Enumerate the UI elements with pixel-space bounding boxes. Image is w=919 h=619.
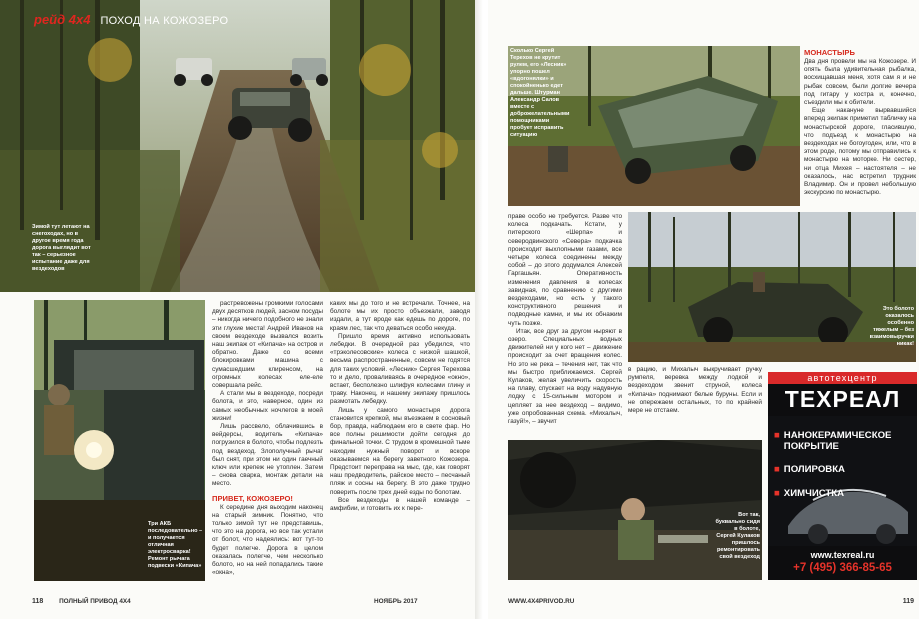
magazine-name: ПОЛНЫЙ ПРИВОД 4Х4: [59, 598, 131, 605]
folio-right: [508, 598, 918, 605]
paragraph: растревожены громкими голосами двух десятков людей, засном посуды – никогда ничего подобного не знали эти глухие места! Андрей Иванов на своем вездеходе вызвался возить наш экипаж от «Кипача» на остров и обратно. Даже со всеми блокировками машина с сумасшедшим клиренсом, на огромных колесах еле-еле совершала рейс.: [212, 300, 323, 390]
ad-website[interactable]: www.texreal.ru: [810, 550, 875, 560]
folio-left: [32, 598, 472, 605]
caption-winter: Зимой тут летают на снегоходах, но в другое время года дорога выглядит вот так – серьезное испытание даже для вездеходов: [32, 224, 91, 272]
photo-convoy: [0, 0, 475, 292]
paragraph: Лишь у самого монастыря дорога становится крепкой, мы въезжаем в сосновый бор, правда, наблюдаем его в свете фар. Но все полны решимости дойти сегодня до финальной точки. С трудом в кромешной тьме находим нужный поворот и вскоре оказываемся на берегу заветного Кожозера. Предстоит переправа на мыс, где, как говорят наш предводитель, райское место – песчаный пляж и сосны на берегу. В это даже трудно поверить после трех дней езды по болотам.: [330, 406, 470, 496]
subhead-forward: ПРИВЕТ, КОЖОЗЕРО!: [212, 493, 293, 503]
column-c: [508, 213, 622, 438]
paragraph: А стали мы в вездеходе, посреди болота, и это, наверное, один из самых необычных ночлегов в моей жизни!: [212, 390, 323, 422]
ad-item-label: НАНОКЕРАМИЧЕСКОЕ ПОКРЫТИЕ: [783, 430, 892, 452]
page-gutter: [475, 0, 488, 619]
column-d: [804, 48, 916, 208]
paragraph: Все вездеходы в нашей команде – амфибии, и готовить их к пере-: [330, 496, 470, 513]
paragraph: Лишь рассвело, облачившись в вейдерсы, водитель «Кипача» погрузился в болото, чтобы подлезть под вездеход. Злополучный рычаг был снят, при этом ни один гаечный ключ или крепеж не утоплен. Затем – снова сварка, монтаж детали на место.: [212, 423, 323, 488]
paragraph: Два дня провели мы на Кожозере. И опять была удивительная рыбалка, восхищавшая меня, хотя сам я и не рыбак совсем, были долгие вечера под гитару у костра и, конечно, съездили мы к обители.: [804, 58, 916, 107]
paragraph: каких мы до того и не встречали. Точнее, на болоте мы их просто объезжали, заводя издали, а тут вроде как едешь по дороге, по краям лес, так что деваться особо некуда.: [330, 300, 470, 332]
rubric-title: ПОХОД НА КОЖОЗЕРО: [100, 15, 229, 27]
ad-top-label: автотехцентр: [768, 372, 917, 384]
photo-rolling: [508, 46, 800, 206]
paragraph: в рацию, и Михалыч выкручивает ручку румпеля, веревка между лодкой и вездеходом звенит струной, колеса «Кипача» поднимают белые буруны. Если и не опережаем остальных, то по крайней мере не отстаем.: [628, 366, 762, 415]
advertisement-texreal[interactable]: [768, 372, 917, 580]
column-a: [212, 300, 323, 585]
issue-date: НОЯБРЬ 2017: [374, 598, 418, 605]
paragraph: Пришло время активно использовать лебедки. В очередной раз убедился, что «трэколесовские» колеса с низкой шашкой, весьма распространенные, совсем не годятся для таких условий. «Лесник» Сергея Терехова то и дело, проваливаясь в очередное «окно», встает, бесполезно шлифуя колесами глину и траву. Наконец, и нашему экипажу пришлось размотать лебедку.: [330, 332, 470, 406]
right-page: [488, 0, 919, 619]
caption-repair: Вот так, буквально сидя в болоте, Сергей Кулаков пришлось ремонтировать свой вездеход: [715, 512, 760, 560]
column-e: [628, 366, 762, 436]
photo-repair: [508, 440, 762, 580]
ad-item-coating: [774, 430, 917, 452]
ad-brand: ТЕХРЕАЛ: [784, 386, 901, 412]
ad-bullet-icon: ■: [774, 488, 780, 499]
paragraph: праве особо не требуется. Разве что колеса подкачать. Кстати, у питерского «Шерпа» и северодвинского «Севера» подкачка происходит выхлопными газами, все четыре колеса соединены между собой – до этого додумался Алексей Гаргашьян. Оперативность изменения давления в колесах завидная, по сравнению с другими вездеходами, но есть у такого конструктивного решения и подводные камни, и мы их обнажим чуть позже.: [508, 213, 622, 327]
page-number-right: 119: [902, 598, 914, 605]
paragraph: Итак, все друг за другом ныряют в озеро. Специальных водных движителей ни у кого нет – движение происходит за счет вращения колес. Но это не река – течения нет, так что мы быстро приближаемся. Сергей Кулаков, желая увеличить скорость на плаву, спускает на воду надувную лодку с 15-сильным мотором и цепляет за нее вездеход – видимо, уже опробованная схема. «Михалыч, газуй!», – звучит: [508, 327, 622, 426]
subhead-monastery: МОНАСТЫРЬ: [804, 48, 855, 57]
paragraph: Еще накануне вырвавшийся вперед экипаж приметил табличку на монастырской дороге, гласившую, что подъезд к монастырю на вездеходах не богоугоден, или, что в этом роде, потому мы отправились к монастырю на моторке. Ни сестер, ни отца Михея – настоятеля – не оказалось, нас встретил трудник Владимир. Он и провел небольшую экскурсию по монастырю.: [804, 107, 916, 197]
paragraph: К середине дня выходим наконец на старый зимник. Понятно, что только зимой тут не представишь, что это на дорога, но все так устали от болот, что надеялись: вот тут-то будет полегче. Дорога в целом оказалась полегче, чем несколько болото, но на ней попадались такие «окна»,: [212, 503, 323, 577]
column-b: [330, 300, 470, 585]
photo-swamp: [628, 212, 916, 362]
ad-item-label: ХИМЧИСТКА: [783, 488, 845, 499]
ad-item-cleaning: [774, 488, 844, 499]
caption-swamp: Это болото оказалось особенно тяжелым – без взаимовыручки никак!: [869, 306, 914, 347]
ad-bullet-icon: ■: [774, 430, 780, 441]
page-number-left: 118: [32, 598, 44, 605]
section-rubric: [34, 12, 228, 27]
rubric-tag: рейд 4x4: [34, 12, 91, 27]
ad-item-polish: [774, 464, 845, 475]
photo-welding: [34, 300, 205, 581]
website-url: WWW.4X4PRIVOD.RU: [508, 598, 575, 605]
ad-item-label: ПОЛИРОВКА: [783, 464, 845, 475]
ad-phone: +7 (495) 366-85-65: [793, 562, 892, 574]
caption-rolling: Сколько Сергей Терехов не крутит рулем, его «Лесник» упорно пошел «вдогонялки» и спокойненько едет дальше. Штурман Александр Салов вместе с доброжелательными помощниками пробует исправить ситуацию: [510, 48, 570, 138]
caption-welding: Три АКБ последовательно – и получается отличная электросварка! Ремонт рычага подвески «Кипача»: [148, 521, 203, 569]
ad-bullet-icon: ■: [774, 464, 780, 475]
